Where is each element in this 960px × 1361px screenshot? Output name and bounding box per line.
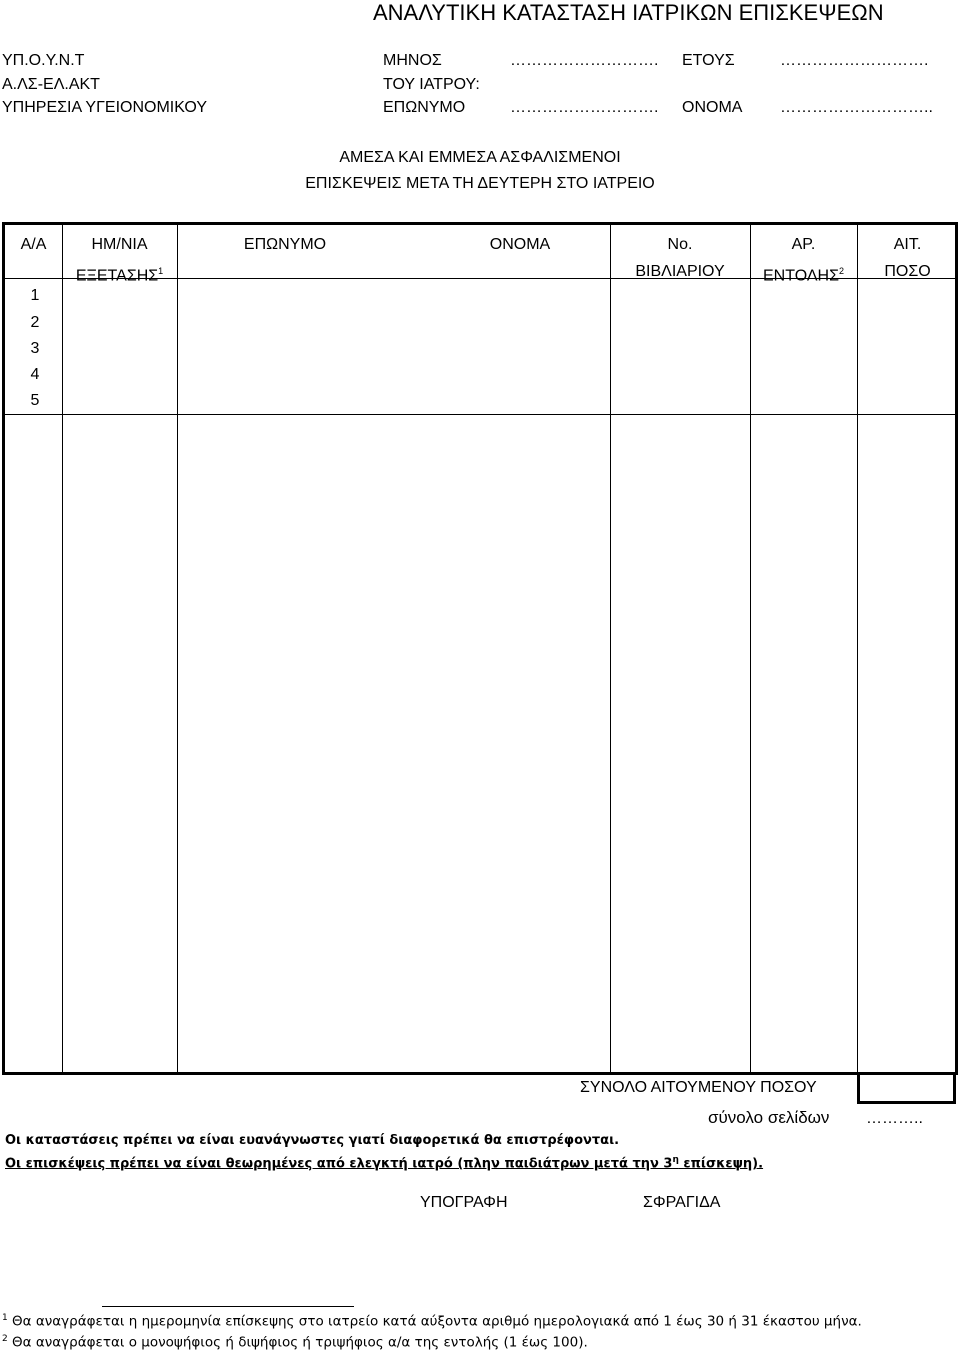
footnote-1 <box>2 1313 862 1330</box>
note-validation <box>5 1155 763 1171</box>
note-validation-text: Οι επισκέψεις πρέπει να είναι θεωρημένες από ελεγκτή ιατρό (πλην παιδιάτρων μετά την 3 <box>5 1156 673 1172</box>
subtitle-line-2: ΕΠΙΣΚΕΨΕΙΣ ΜΕΤΑ ΤΗ ΔΕΥΤΕΡΗ ΣΤΟ ΙΑΤΡΕΙΟ <box>305 175 655 192</box>
month-label: ΜΗΝΟΣ <box>383 52 442 69</box>
service-label: ΥΠΗΡΕΣΙΑ ΥΓΕΙΟΝΟΜΙΚΟΥ <box>2 99 208 116</box>
column-header-booklet-line1: No. <box>667 236 693 253</box>
visits-table <box>2 222 958 1075</box>
row-number: 5 <box>30 392 40 409</box>
year-field[interactable]: ………………………. <box>780 52 929 69</box>
column-header-order-line2: ΕΝΤΟΛΗΣ <box>762 267 839 285</box>
pages-field[interactable]: ……….. <box>866 1110 923 1127</box>
column-divider <box>857 225 858 1072</box>
column-header-booklet <box>610 231 750 285</box>
column-header-booklet-line2: ΒΙΒΛΙΑΡΙΟΥ <box>635 263 725 280</box>
column-header-date-line2: ΕΞΕΤΑΣΗΣ <box>75 267 159 285</box>
row-number: 4 <box>30 366 40 383</box>
column-header-date <box>62 231 177 289</box>
row-number: 3 <box>30 340 40 357</box>
note-validation-sup: η <box>672 1155 679 1165</box>
footnote-2-text: Θα αναγράφεται ο μονοψήφιος ή διψήφιος ή τριψήφιος α/α της εντολής (1 έως 100). <box>12 1334 588 1351</box>
agency-label: Α.ΛΣ-ΕΛ.ΑΚΤ <box>2 76 100 93</box>
row-number: 2 <box>30 314 40 331</box>
page-title: ΑΝΑΛΥΤΙΚΗ ΚΑΤΑΣΤΑΣΗ ΙΑΤΡΙΚΩΝ ΕΠΙΣΚΕΨΕΩΝ <box>373 0 884 25</box>
note-validation-end: επίσκεψη). <box>678 1156 764 1172</box>
column-header-amount-line2: ΠΟΣΟ <box>884 263 931 280</box>
footnote-ref-2: 2 <box>838 266 844 276</box>
column-divider <box>750 225 751 1072</box>
footnote-1-text: Θα αναγράφεται η ημερομηνία επίσκεψης στο ιατρείο κατά αύξοντα αριθμό ημερολογιακά από 1 έως 30 ή 31 έκαστου μήνα. <box>12 1313 862 1330</box>
name-label: ΟΝΟΜΑ <box>682 99 743 116</box>
footnote-2 <box>2 1334 588 1351</box>
row-number: 1 <box>30 287 40 304</box>
pages-label: σύνολο σελίδων <box>708 1108 830 1127</box>
year-label: ΕΤΟΥΣ <box>682 52 735 69</box>
stamp-label: ΣΦΡΑΓΙΔΑ <box>643 1194 721 1211</box>
column-divider <box>610 225 611 1072</box>
column-header-date-line1: ΗΜ/ΝΙΑ <box>91 236 148 253</box>
column-header-amount-line1: ΑΙΤ. <box>893 236 922 253</box>
column-header-order <box>750 231 857 289</box>
footnote-ref-1: 1 <box>158 266 164 276</box>
ministry-label: ΥΠ.Ο.Υ.Ν.Τ <box>2 52 85 69</box>
total-amount-label: ΣΥΝΟΛΟ ΑΙΤΟΥΜΕΝΟΥ ΠΟΣΟΥ <box>580 1079 817 1096</box>
footnote-2-mark: 2 <box>2 1334 8 1344</box>
name-field[interactable]: ……………………….. <box>780 99 933 116</box>
surname-field[interactable]: ………………………. <box>510 99 659 116</box>
subtitle-line-1: ΑΜΕΣΑ ΚΑΙ ΕΜΜΕΣΑ ΑΣΦΑΛΙΣΜΕΝΟΙ <box>339 149 621 166</box>
column-divider <box>177 225 178 1072</box>
column-header-order-line1: ΑΡ. <box>791 236 816 253</box>
column-header-surname: ΕΠΩΝΥΜΟ <box>243 236 327 253</box>
column-header-aa: Α/Α <box>20 236 47 253</box>
row-divider <box>5 414 955 415</box>
doctor-label: ΤΟΥ ΙΑΤΡΟΥ: <box>383 76 480 93</box>
note-legibility: Οι καταστάσεις πρέπει να είναι ευανάγνωστες γιατί διαφορετικά θα επιστρέφονται. <box>5 1133 620 1148</box>
footnote-1-mark: 1 <box>2 1313 8 1323</box>
total-amount-field[interactable] <box>857 1074 956 1104</box>
footnote-separator <box>102 1306 354 1307</box>
month-field[interactable]: ………………………. <box>510 52 659 69</box>
signature-label: ΥΠΟΓΡΑΦΗ <box>420 1194 508 1211</box>
column-header-name: ΟΝΟΜΑ <box>489 236 551 253</box>
surname-label: ΕΠΩΝΥΜΟ <box>383 99 466 116</box>
column-header-amount <box>857 231 958 285</box>
